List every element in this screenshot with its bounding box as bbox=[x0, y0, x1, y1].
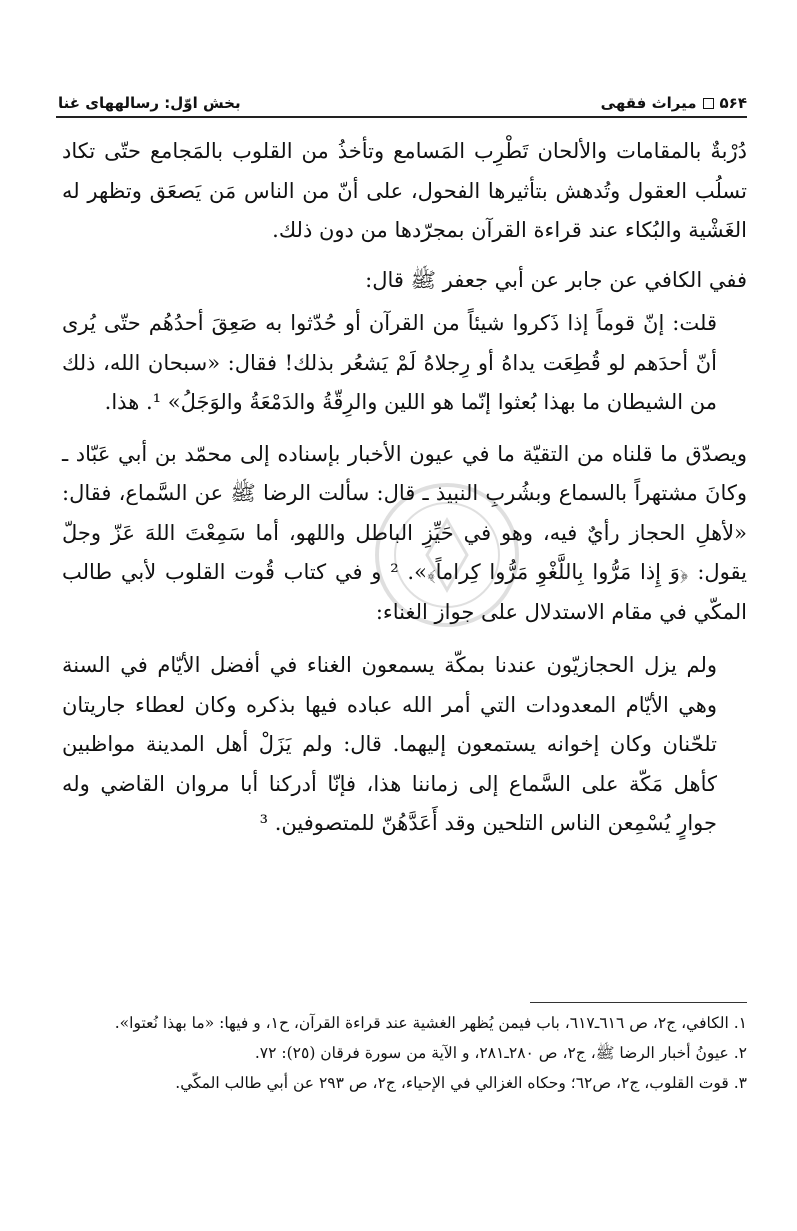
main-text bbox=[62, 132, 747, 844]
page-header bbox=[58, 84, 747, 112]
footnote-rule bbox=[530, 1002, 747, 1003]
section-title: بخش اوّل: رسالههای غنا bbox=[58, 94, 241, 112]
square-separator-icon bbox=[703, 98, 714, 109]
kafi-intro: ففي الكافي عن جابر عن أبي جعفر ﷺ قال: bbox=[365, 267, 747, 292]
footnote-1: ١. الكافي، ج٢، ص ٦١٦ـ٦١٧، باب فيمن يُظهر الغشية عند قراءة القرآن، ح١، و فيها: «ما بهذا نُعتوا». bbox=[114, 1014, 747, 1032]
paragraph-1: دُرْبةٌ بالمقامات والألحان تَطْرِب المَسامع وتأخذُ من القلوب بالمَجامع حتّى تكاد تسلُب العقول وتُدهش بتأثيرها الفحول، على أنّ من الناس مَن يَصعَق وتظهر له الغَشْية والبُكاء عند قراءة القرآن بمجرّدها من دون ذلك. bbox=[62, 139, 747, 242]
quote-2: ولم يزل الحجازيّون عندنا بمكّة يسمعون الغناء في أفضل الأيّام في السنة وهي الأيّام المعدودات التي أمر الله عباده فيها بذكره وكان لعطاء جاريتان تلحّنان وكان إخوانه يستمعون إليهما. قال: ولم يَزَلْ أهل المدينة مواظبين كأهل مَكّة على السَّماع إلى زماننا هذا، فإنّا أدركنا أبا مروان القاضي وله جوارٍ يُسْمِعن الناس التلحين وقد أَعَدَّهُنّ للمتصوفين. ³ bbox=[62, 653, 717, 835]
header-page-info bbox=[601, 94, 747, 112]
paragraph-2: ويصدّق ما قلناه من التقيّة ما في عيون الأخبار بإسناده إلى محمّد بن أبي عَبّاد ـ وكانَ مشتهراً بالسماع وبشُربِ النبيذ ـ قال: سألت الرضا ﷺ عن السَّماع، فقال: «لأهلِ الحجاز رأيٌ فيه، وهو في حَيِّزِ الباطل واللهو، أما سَمِعْتَ اللهَ عَزّ وجلّ يقول: ﴿وَ إِذا مَرُّوا بِاللَّغْوِ مَرُّوا كِراماً﴾». ² و في كتاب قُوت القلوب لأبي طالب المكّي في مقام الاستدلال على جواز الغناء: bbox=[62, 441, 747, 624]
quote-1: قلت: إنّ قوماً إذا ذَكروا شيئاً من القرآن أو حُدّثوا به صَعِقَ أحدُهُم حتّى يُرى أنّ أحدَهم لو قُطِعَت يداهُ أو رِجلاهُ لَمْ يَشعُر بذلك! فقال: «سبحان الله، ذلك من الشيطان ما بهذا بُعثوا إنّما هو اللين والرِقّةُ والدَمْعَةُ والوَجَلُ» ¹. هذا. bbox=[62, 311, 717, 414]
page-number: ۵۶۴ bbox=[719, 94, 747, 112]
footnote-3: ٣. قوت القلوب، ج٢، ص٦٢؛ وحكاه الغزالي في الإحياء، ج٢، ص ٢٩٣ عن أبي طالب المكّي. bbox=[175, 1074, 747, 1092]
header-rule bbox=[56, 116, 747, 118]
footnote-2: ٢. عيونُ أخبار الرضا ﷺ، ج٢، ص ٢٨٠ـ٢٨١، و الآية من سورة فرقان (٢٥): ٧٢. bbox=[254, 1044, 747, 1062]
book-title: میراث فقهی bbox=[600, 94, 697, 112]
footnotes bbox=[62, 1008, 747, 1098]
